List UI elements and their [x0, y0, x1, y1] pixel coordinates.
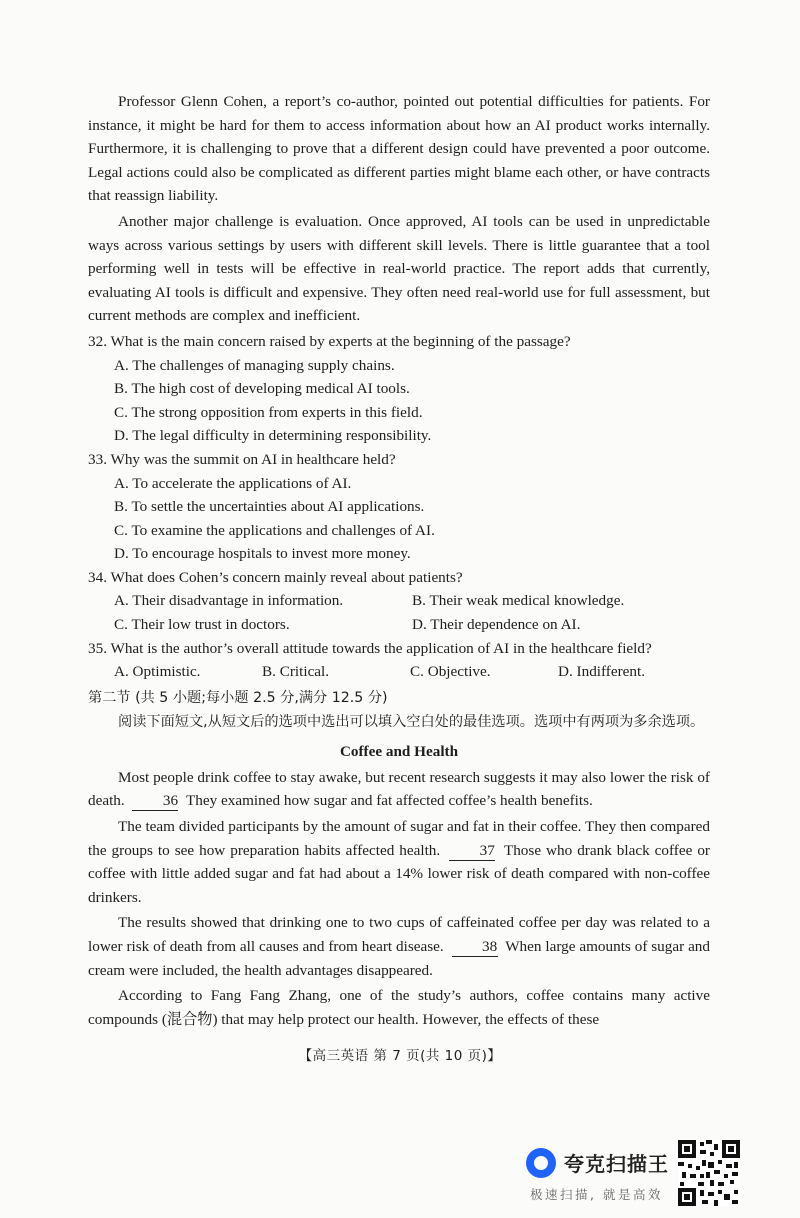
section-heading: 第二节 (共 5 小题;每小题 2.5 分,满分 12.5 分): [88, 689, 388, 706]
option-a: A. To accelerate the applications of AI.: [114, 474, 352, 492]
quark-logo-icon: [526, 1148, 556, 1178]
text: Most people drink coffee to stay awake, but recent research suggests it may also lower the risk of death.: [88, 768, 710, 810]
option-row-2: [88, 613, 710, 637]
blank-38: 38: [452, 938, 498, 957]
question-stem: 34. What does Cohen’s concern mainly reveal about patients?: [88, 568, 463, 586]
question-34: [88, 566, 710, 637]
section-instruction: 阅读下面短文,从短文后的选项中选出可以填入空白处的最佳选项。选项中有两项为多余选项。: [118, 713, 705, 730]
watermark-tagline: 极速扫描, 就是高效: [530, 1187, 663, 1202]
question-33: [88, 448, 710, 566]
article-paragraph-2: [88, 815, 710, 909]
text: The results showed that drinking one to two cups of caffeinated coffee per day was related to a lower risk of death from all causes and from heart disease.: [88, 914, 710, 955]
article-paragraph-3: [88, 911, 710, 982]
option-c: C. Their low trust in doctors.: [114, 616, 290, 634]
option-b: B. The high cost of developing medical AI tools.: [114, 380, 410, 398]
option-row: [88, 660, 710, 684]
option-row-1: [88, 589, 710, 613]
option-a: A. The challenges of managing supply chains.: [114, 356, 395, 374]
article-title: Coffee and Health: [339, 742, 459, 760]
option-b: B. To settle the uncertainties about AI applications.: [114, 498, 425, 516]
option-d: D. Indifferent.: [558, 663, 646, 681]
qr-code-icon: [678, 1140, 740, 1206]
article-paragraph-1: [88, 766, 710, 813]
watermark-name: 夸克扫描王: [564, 1152, 669, 1176]
scanner-watermark: [522, 1140, 772, 1210]
article-paragraph-4: According to Fang Fang Zhang, one of the study’s authors, coffee contains many active compounds (混合物) that may help protect our health. However, the effects of these: [88, 987, 710, 1028]
option-b: B. Their weak medical knowledge.: [412, 592, 625, 610]
blank-36: 36: [132, 792, 178, 811]
option-d: D. To encourage hospitals to invest more money.: [114, 545, 411, 563]
question-stem: 32. What is the main concern raised by experts at the beginning of the passage?: [88, 332, 571, 350]
option-c: C. Objective.: [410, 663, 491, 681]
option-d: D. Their dependence on AI.: [412, 616, 581, 634]
question-stem: 35. What is the author’s overall attitude towards the application of AI in the healthcare field?: [88, 639, 652, 657]
option-b: B. Critical.: [262, 663, 330, 681]
blank-37: 37: [449, 842, 495, 861]
question-stem: 33. Why was the summit on AI in healthcare held?: [88, 450, 396, 468]
exam-page: [88, 90, 710, 1033]
option-a: A. Their disadvantage in information.: [114, 592, 344, 610]
option-d: D. The legal difficulty in determining responsibility.: [114, 427, 432, 445]
passage-paragraph-2: Another major challenge is evaluation. Once approved, AI tools can be used in unpredictable ways across various settings by users with different skill levels. There is little guarantee that a tool performing well in tests will be effective in real-world practice. The report adds that currently, evaluating AI tools is difficult and expensive. They often need real-world use for full assessment, but current methods are complex and inefficient.: [88, 212, 710, 325]
text: When large amounts of sugar and cream were included, the health advantages disappeared.: [88, 938, 710, 979]
text: They examined how sugar and fat affected coffee’s health benefits.: [186, 792, 593, 810]
passage-paragraph-1: Professor Glenn Cohen, a report’s co-author, pointed out potential difficulties for patients. For instance, it might be hard for them to access information about how an AI product works internally. Furthermore, it is challenging to prove that a different design could have prevented a poor outcome. Legal actions could also be complicated as different parties might blame each other, or have contracts that reassign liability.: [88, 93, 710, 205]
text: The team divided participants by the amount of sugar and fat in their coffee. They then compared the groups to see how preparation habits affected health.: [88, 818, 710, 859]
option-c: C. The strong opposition from experts in this field.: [114, 403, 423, 421]
text: Those who drank black coffee or coffee with little added sugar and fat had about a 14% lower risk of death compared with non-coffee drinkers.: [88, 841, 710, 906]
question-35: [88, 637, 710, 684]
option-a: A. Optimistic.: [114, 663, 201, 681]
question-32: [88, 330, 710, 448]
option-c: C. To examine the applications and challenges of AI.: [114, 521, 435, 539]
page-footer: 【高三英语 第 7 页(共 10 页)】: [298, 1048, 502, 1064]
